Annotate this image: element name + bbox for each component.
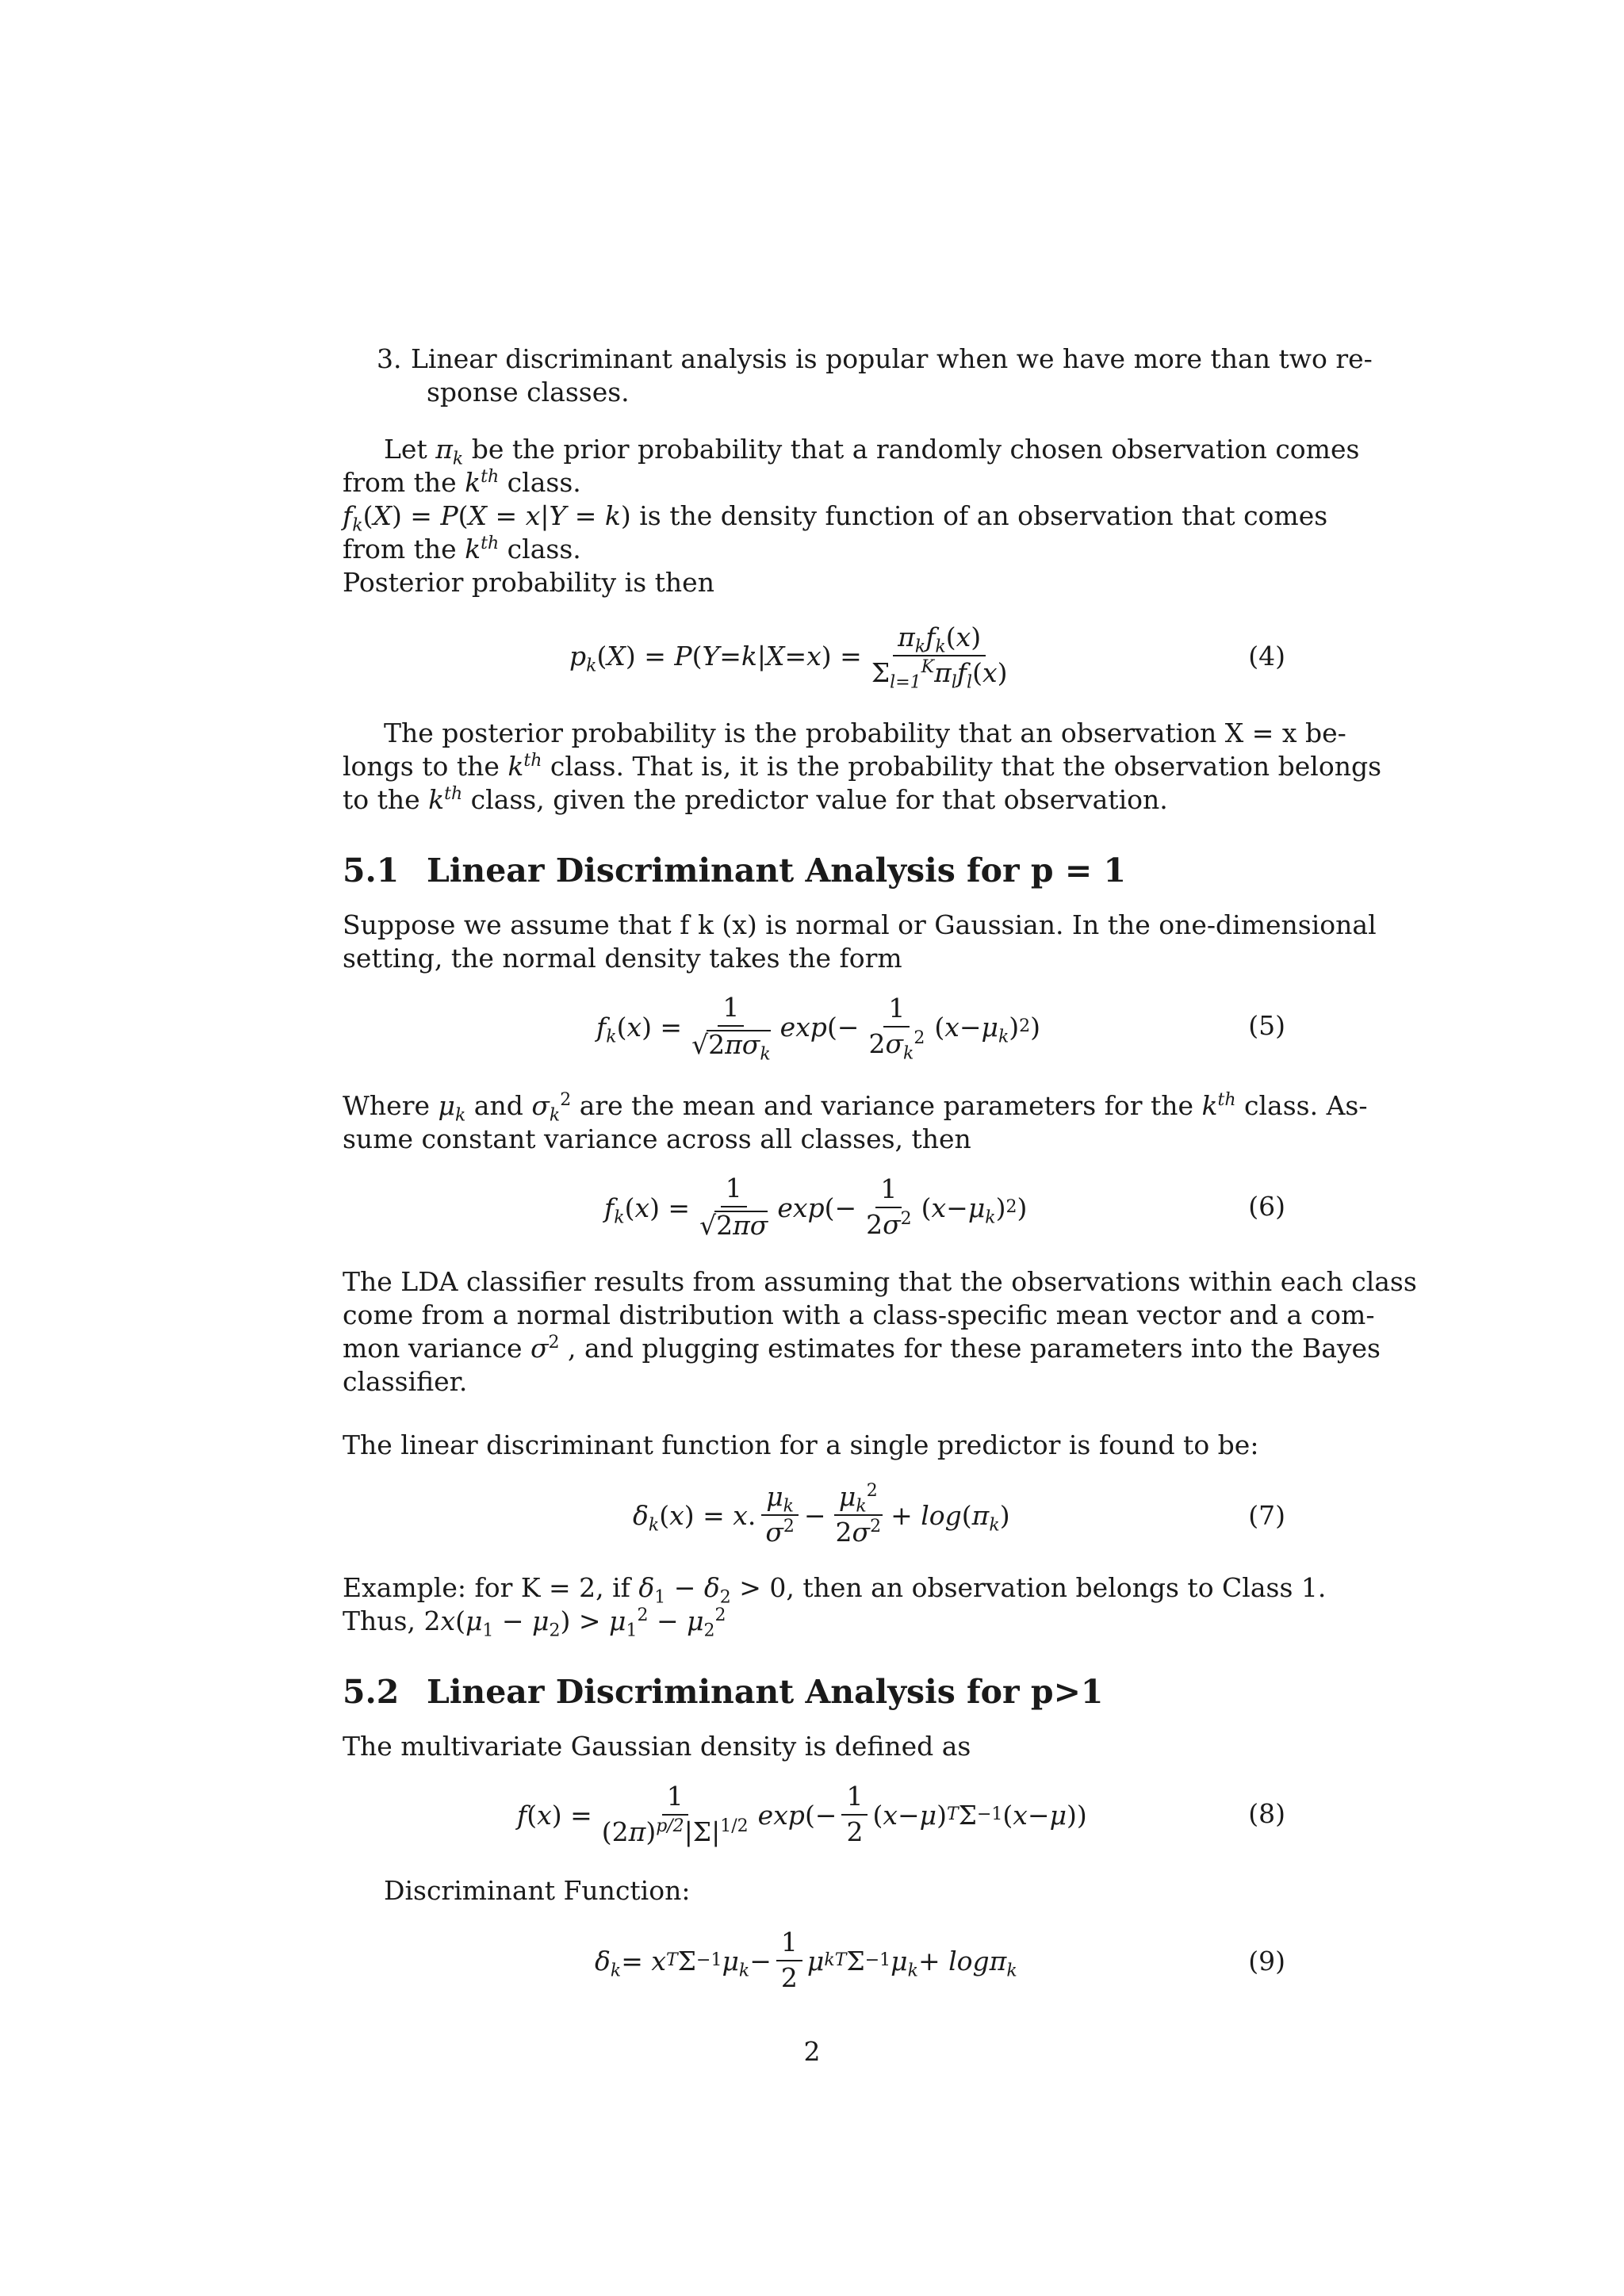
equation-5: $f_k$ ( x ) = $\frac{1}{√2\pi\sigma_k}$ exp (− $\frac{1}{2\sigma_k^2}$ ( x − $\mu_k$ ) 2 ) [596, 992, 1041, 1065]
paragraph-line: Let $\pi_k$ be the prior probability that a randomly chosen observation comes [384, 434, 1360, 469]
equation-number: (8) [1248, 1798, 1285, 1829]
list-item-number: 3. [377, 343, 402, 374]
equation-number: (7) [1248, 1500, 1285, 1531]
equation-number: (5) [1248, 1010, 1285, 1041]
paragraph-line: The linear discriminant function for a single predictor is found to be: [343, 1429, 1259, 1460]
paragraph-line: The LDA classifier results from assuming that the observations within each class [343, 1266, 1417, 1297]
paragraph-line: classifier. [343, 1366, 468, 1397]
section-number: 5.2 [343, 1673, 400, 1711]
list-item-text-line: Linear discriminant analysis is popular when we have more than two re- [411, 343, 1373, 374]
equation-9: $\delta_k$ = x T Σ −1 $\mu_k$ − $\frac{1}{2}$ μ k T Σ −1 $\mu_k$ + logπ$_k$ [595, 1927, 1017, 1993]
equation-6: $f_k$ ( x ) = $\frac{1}{√2\pi\sigma}$ exp (− $\frac{1}{2\sigma^2}$ ( x − $\mu_k$ ) 2 ) [604, 1173, 1028, 1241]
list-item-text-line: sponse classes. [427, 377, 630, 408]
equation-4: $p_k$ ( X ) = P ( Y = k | X = x ) = $\frac{\pi_kf_k(x)}{\Sigma_{l=1}^K\pi_lf_l(x)}$ [569, 622, 1008, 693]
paragraph-line: Example: for K = 2, if $\delta_1 - \delta_2 > 0$, then an observation belongs to Class 1. [343, 1572, 1327, 1608]
equation-number: (6) [1248, 1191, 1285, 1222]
equation-number: (9) [1248, 1946, 1285, 1976]
section-title: Linear Discriminant Analysis for p>1 [427, 1673, 1104, 1711]
paragraph-line: The posterior probability is the probability that an observation X = x be- [384, 718, 1346, 748]
paragraph-line: The multivariate Gaussian density is defined as [343, 1731, 971, 1762]
paragraph-line: come from a normal distribution with a class-specific mean vector and a com- [343, 1299, 1375, 1330]
paragraph-line: longs to the $k^{th}$ class. That is, it is the probability that the observation belongs [343, 751, 1382, 782]
paragraph-line: from the $k^{th}$ class. [343, 467, 581, 498]
paragraph-line: mon variance $\sigma^2$ , and plugging estimates for these parameters into the Bayes [343, 1333, 1381, 1364]
section-number: 5.1 [343, 851, 400, 890]
equation-8: f ( x ) = $\frac{1}{(2\pi)^{p/2}|\Sigma|^{1/2}}$ exp (− $\frac{1}{2}$ ( x − μ ) T Σ −1 ( x − μ )) [517, 1781, 1087, 1847]
section-title: Linear Discriminant Analysis for p = 1 [427, 851, 1127, 890]
paragraph-line: Discriminant Function: [384, 1875, 691, 1906]
equation-number: (4) [1248, 641, 1285, 672]
paragraph-line: to the $k^{th}$ class, given the predictor value for that observation. [343, 784, 1168, 815]
paragraph-line: $f_k(X) = P(X = x|Y = k)$ is the density function of an observation that comes [343, 500, 1328, 536]
paragraph-line: Where $\mu_k$ and $\sigma_k^2$ are the mean and variance parameters for the $k^{th}$ class. As- [343, 1090, 1368, 1126]
paragraph-line: Posterior probability is then [343, 567, 714, 598]
paragraph-line: Suppose we assume that f k (x) is normal or Gaussian. In the one-dimensional [343, 909, 1377, 940]
equation-7: $\delta_k$ ( x ) = x . $\frac{\mu_k}{\sigma^2}$ − $\frac{\mu_k^2}{2\sigma^2}$ + log ( $\pi_k$ ) [633, 1481, 1010, 1548]
page-number: 2 [803, 2036, 821, 2067]
paragraph-line: Thus, $2x(\mu_1 - \mu_2) > \mu_1^2 - \mu_2^2$ [343, 1605, 726, 1641]
paragraph-line: from the $k^{th}$ class. [343, 534, 581, 564]
paragraph-line: setting, the normal density takes the form [343, 943, 902, 974]
paragraph-line: sume constant variance across all classes, then [343, 1123, 971, 1154]
